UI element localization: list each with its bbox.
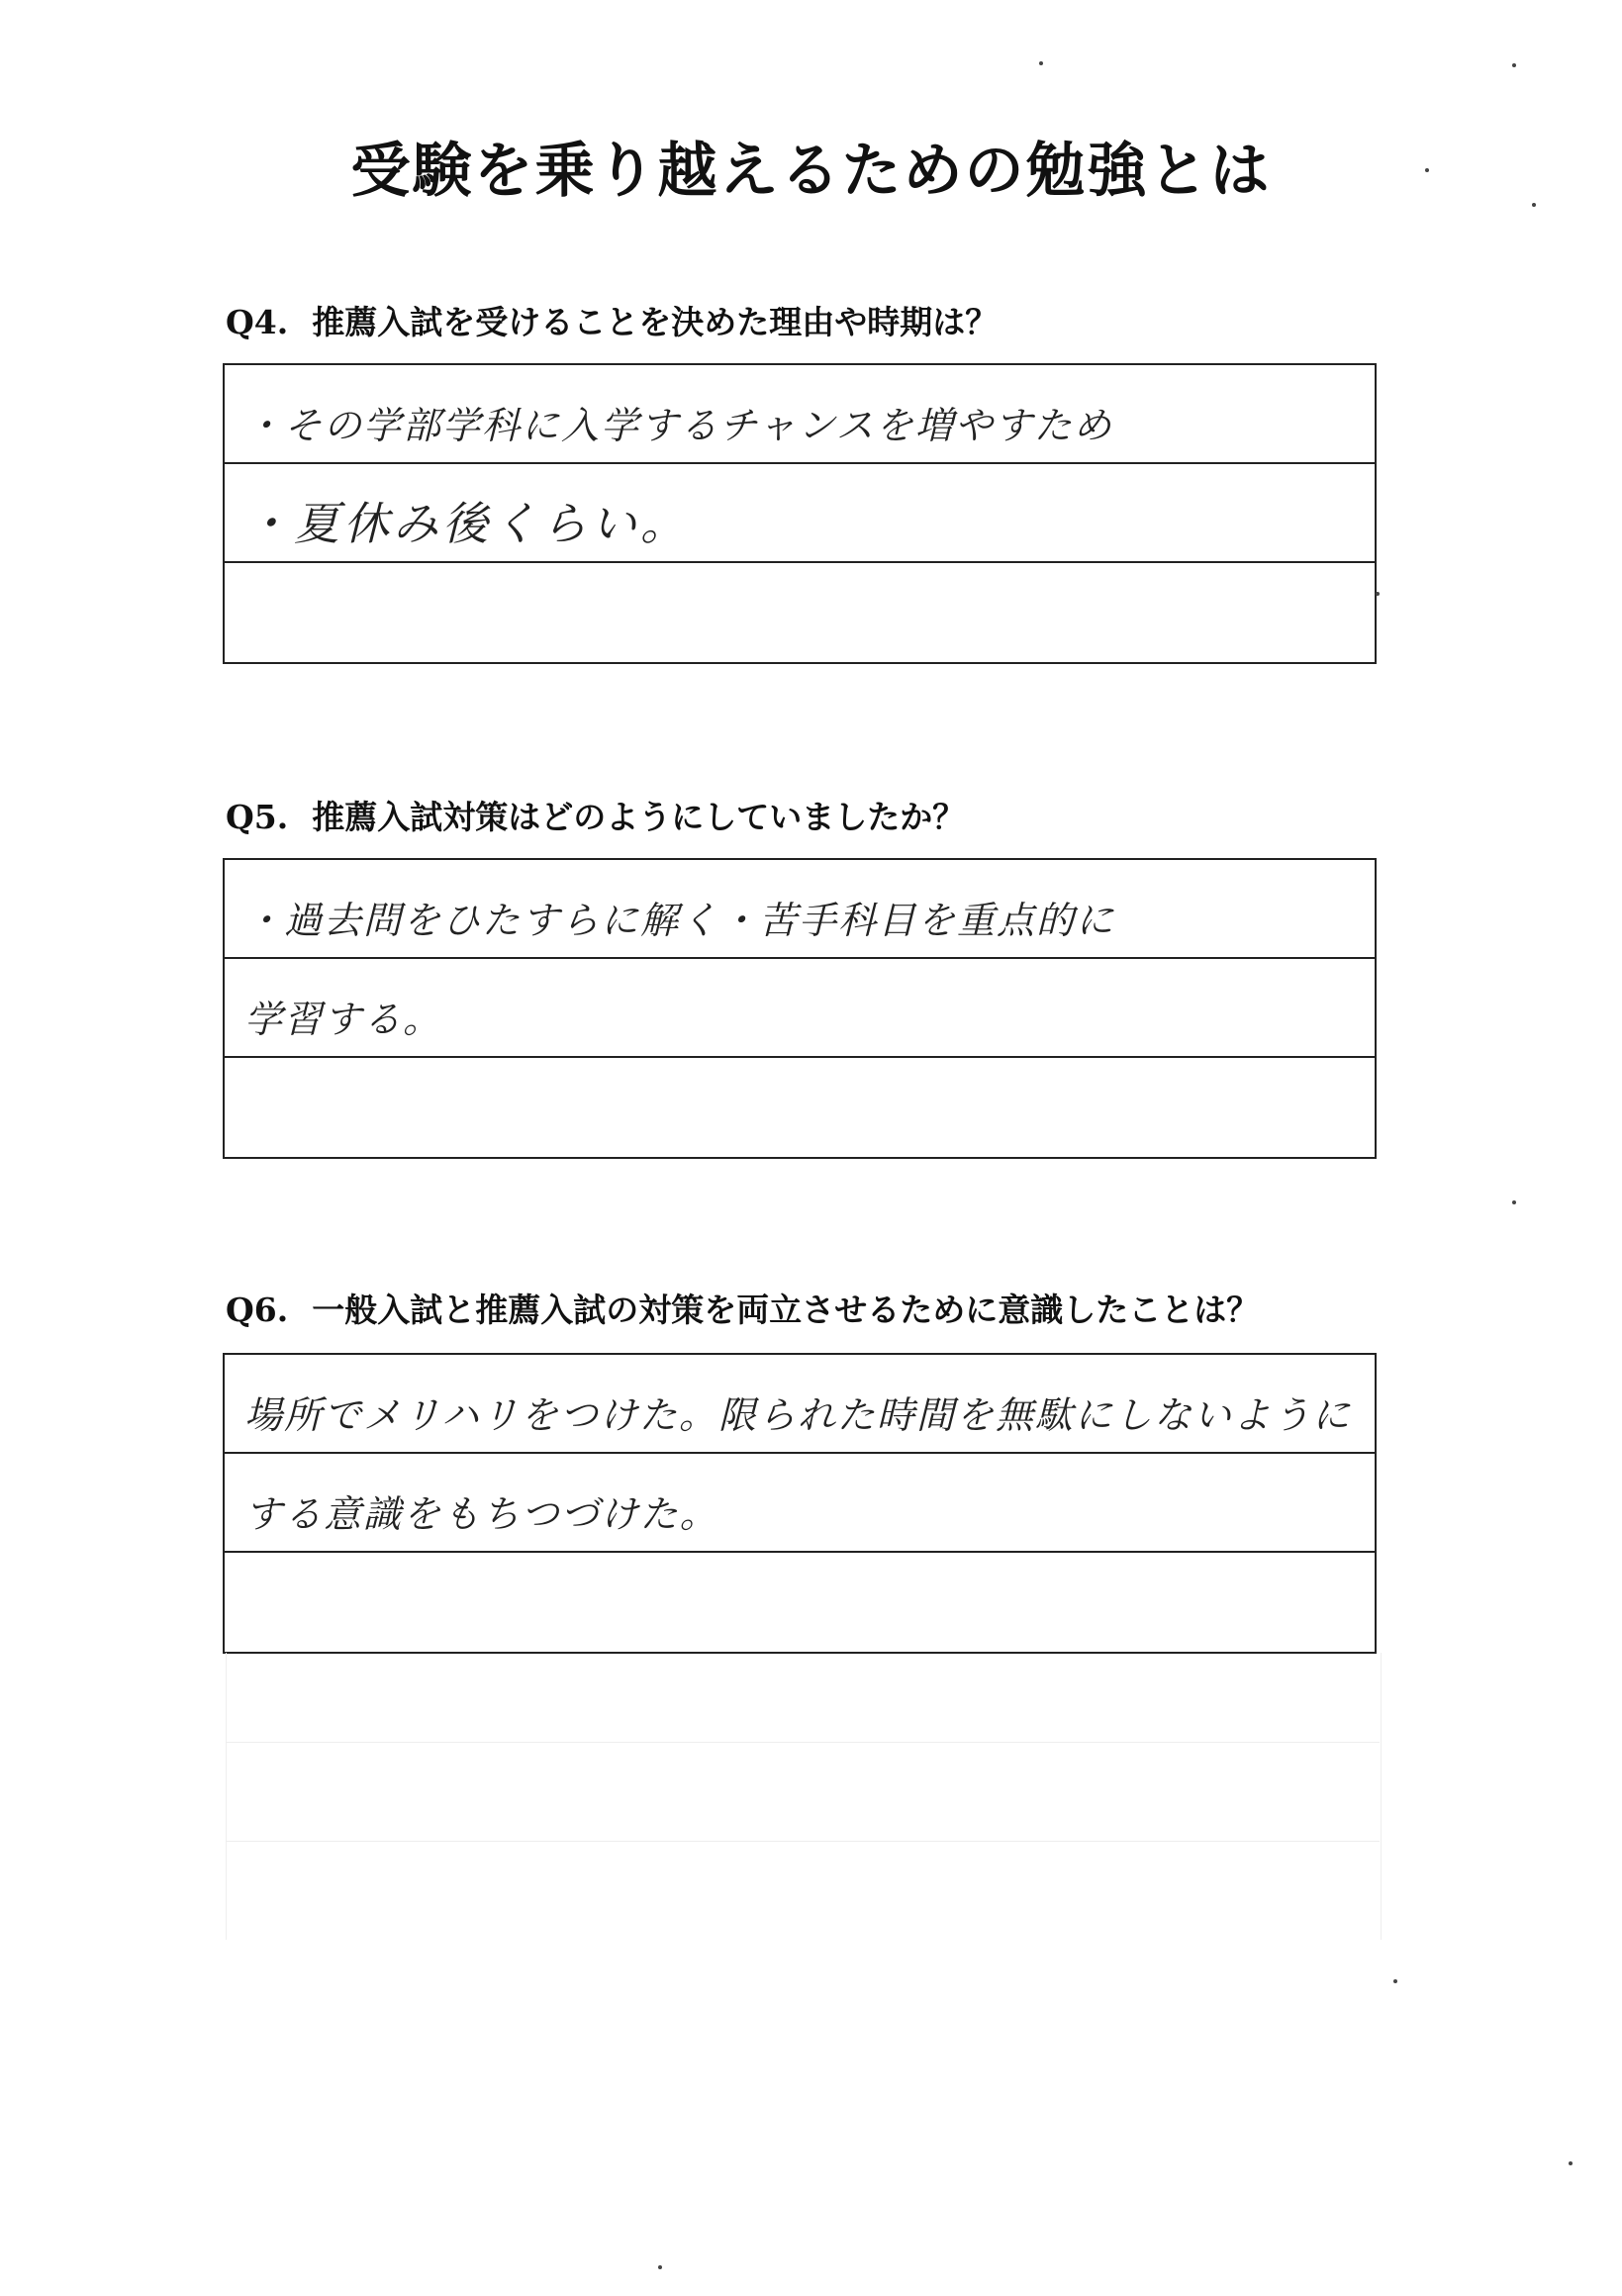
scan-speck	[1512, 1200, 1516, 1204]
scan-speck	[1532, 203, 1536, 207]
question-q4	[226, 297, 998, 343]
scan-speck	[658, 2265, 662, 2269]
answer-line	[225, 959, 1375, 1058]
question-number: Q5.	[226, 798, 289, 836]
answer-line	[225, 860, 1375, 959]
scan-speck	[1512, 63, 1516, 67]
question-text: 推薦入試対策はどのようにしていましたか？	[312, 798, 966, 836]
answer-box-q6	[223, 1353, 1377, 1654]
page-title: 受験を乗り越えるための勉強とは	[350, 137, 1272, 206]
question-text: 推薦入試を受けることを決めた理由や時期は？	[312, 303, 999, 341]
handwritten-answer: ・その学部学科に入学するチャンスを増やすため	[244, 404, 1113, 447]
scan-speck	[1376, 592, 1380, 596]
question-text: 一般入試と推薦入試の対策を両立させるために意識したことは？	[312, 1291, 1260, 1329]
answer-line	[225, 1454, 1375, 1553]
scan-speck	[1393, 1979, 1397, 1983]
answer-box-q4	[223, 363, 1377, 664]
handwritten-answer: 場所でメリハリをつけた。限られた時間を無駄にしないように	[244, 1393, 1352, 1437]
answer-line	[225, 1355, 1375, 1454]
answer-line	[225, 1058, 1375, 1157]
answer-line	[225, 1553, 1375, 1652]
handwritten-answer: ・過去問をひたすらに解く・苦手科目を重点的に	[244, 899, 1116, 942]
answer-line	[225, 464, 1375, 563]
answer-line	[225, 365, 1375, 464]
answer-line	[225, 563, 1375, 662]
faint-divider	[226, 1841, 1380, 1842]
handwritten-answer: 学習する。	[244, 998, 443, 1041]
faint-divider	[226, 1742, 1380, 1743]
scan-speck	[1039, 61, 1043, 65]
faint-ruled-area	[226, 1653, 1382, 1940]
question-number: Q4.	[226, 303, 289, 341]
handwritten-answer: する意識をもちつづけた。	[244, 1492, 719, 1536]
answer-box-q5	[223, 858, 1377, 1159]
question-number: Q6.	[226, 1291, 289, 1329]
scan-speck	[1569, 2161, 1573, 2165]
question-q6	[226, 1285, 1259, 1331]
question-q5	[226, 792, 965, 838]
scan-speck	[1425, 168, 1429, 172]
handwritten-answer: ・夏休み後くらい。	[244, 497, 690, 550]
